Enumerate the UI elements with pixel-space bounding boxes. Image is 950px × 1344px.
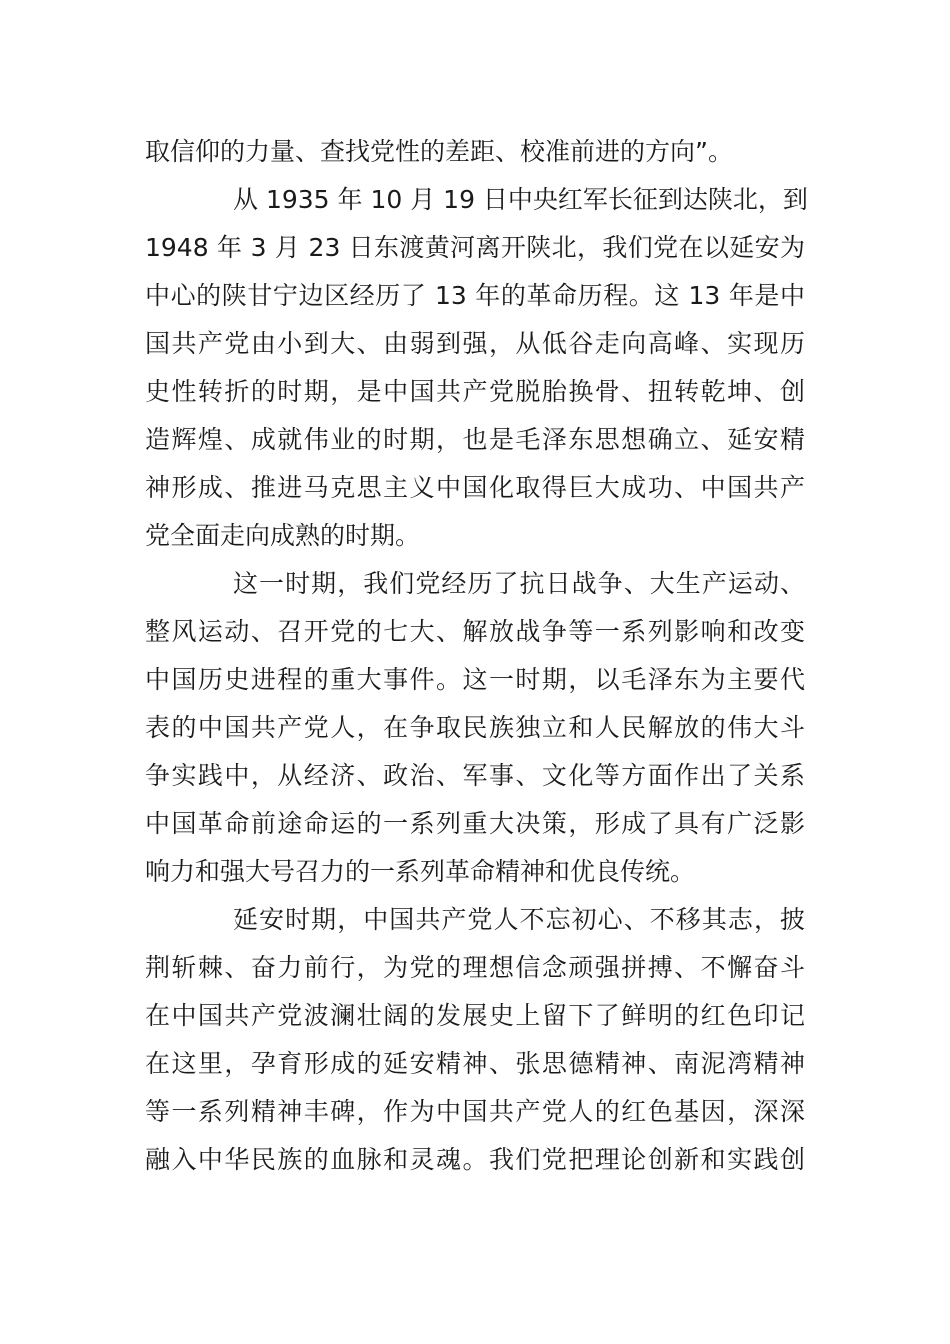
text-line: 中心的陕甘宁边区经历了 13 年的革命历程。这 13 年是中 <box>145 281 805 310</box>
text-line: 融入中华民族的血脉和灵魂。我们党把理论创新和实践创 <box>145 1145 805 1174</box>
text-line: 荆斩棘、奋力前行，为党的理想信念顽强拼搏、不懈奋斗 <box>145 953 805 982</box>
text-line: 在这里，孕育形成的延安精神、张思德精神、南泥湾精神 <box>145 1049 805 1078</box>
text-line: 等一系列精神丰碑，作为中国共产党人的红色基因，深深 <box>145 1097 805 1126</box>
text-line: 神形成、推进马克思主义中国化取得巨大成功、中国共产 <box>145 473 805 502</box>
text-line: 整风运动、召开党的七大、解放战争等一系列影响和改变 <box>145 617 805 646</box>
text-line: 党全面走向成熟的时期。 <box>145 521 421 550</box>
text-line: 中国革命前途命运的一系列重大决策，形成了具有广泛影 <box>145 809 805 838</box>
text-line: 国共产党由小到大、由弱到强，从低谷走向高峰、实现历 <box>145 329 805 358</box>
text-line: 从 1935 年 10 月 19 日中央红军长征到达陕北，到 <box>233 185 808 214</box>
text-line: 在中国共产党波澜壮阔的发展史上留下了鲜明的红色印记 <box>145 1001 805 1030</box>
text-line: 表的中国共产党人，在争取民族独立和人民解放的伟大斗 <box>145 713 805 742</box>
text-line: 争实践中，从经济、政治、军事、文化等方面作出了关系 <box>145 761 805 790</box>
text-line: 延安时期，中国共产党人不忘初心、不移其志，披 <box>233 905 805 934</box>
text-line: 响力和强大号召力的一系列革命精神和优良传统。 <box>145 857 696 886</box>
text-line: 造辉煌、成就伟业的时期，也是毛泽东思想确立、延安精 <box>145 425 805 454</box>
text-line: 这一时期，我们党经历了抗日战争、大生产运动、 <box>233 569 805 598</box>
text-line: 中国历史进程的重大事件。这一时期，以毛泽东为主要代 <box>145 665 805 694</box>
document-body <box>145 128 808 1184</box>
text-line: 取信仰的力量、查找党性的差距、校准前进的方向”。 <box>145 137 733 166</box>
text-line: 史性转折的时期，是中国共产党脱胎换骨、扭转乾坤、创 <box>145 377 805 406</box>
text-line: 1948 年 3 月 23 日东渡黄河离开陕北，我们党在以延安为 <box>145 233 805 262</box>
